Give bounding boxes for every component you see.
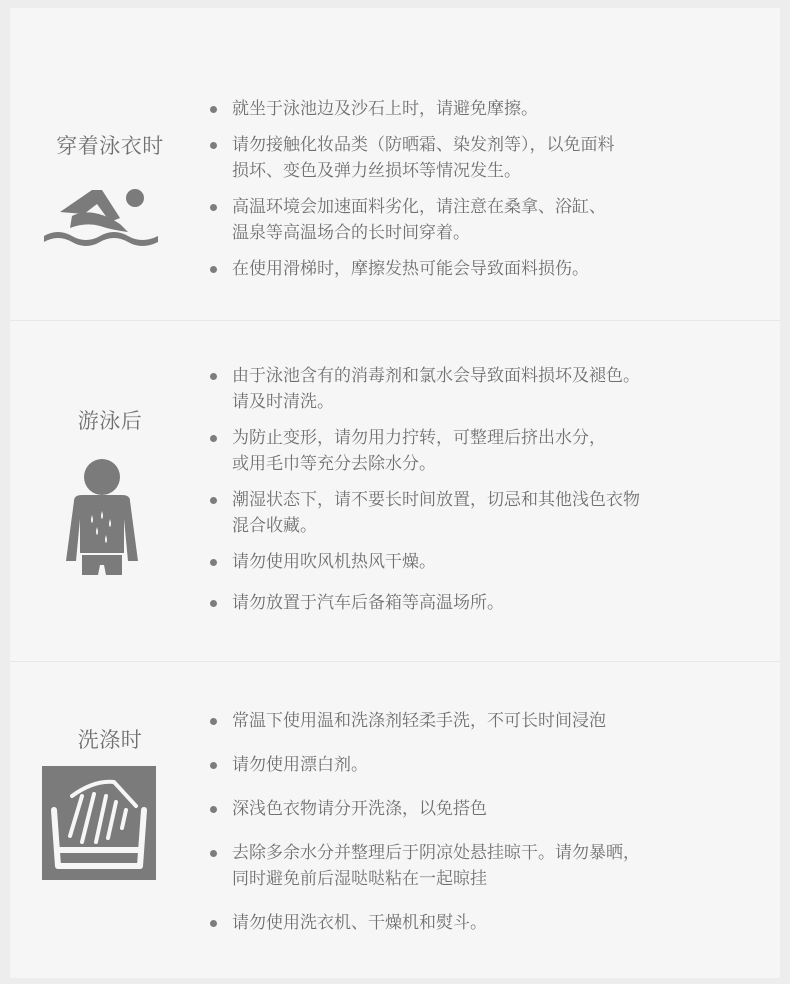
list-item-text: 去除多余水分并整理后于阴凉处悬挂晾干。请勿暴晒， <box>232 843 640 863</box>
list-item-text: 常温下使用温和洗涤剂轻柔手洗，不可长时间浸泡 <box>232 711 606 731</box>
list-item <box>210 256 770 282</box>
list-item-text: 请勿使用吹风机热风干燥。 <box>232 552 436 572</box>
list-item <box>210 708 770 734</box>
list-item <box>210 132 770 184</box>
list-item-text: 请及时清洗。 <box>232 392 334 412</box>
list-item-text: 请勿接触化妆品类（防晒霜、染发剂等），以免面料 <box>232 135 615 155</box>
section-washing <box>10 662 780 978</box>
list-item <box>210 194 770 246</box>
list-item <box>210 487 770 539</box>
list-item-text: 深浅色衣物请分开洗涤，以免搭色 <box>232 799 487 819</box>
list-item-text: 混合收藏。 <box>232 516 317 536</box>
list-item <box>210 96 770 122</box>
section-title-washing: 洗涤时 <box>77 728 143 752</box>
list-item-text: 或用毛巾等充分去除水分。 <box>232 454 436 474</box>
list-item-text: 同时避免前后湿哒哒粘在一起晾挂 <box>232 869 487 889</box>
list-item-text: 在使用滑梯时，摩擦发热可能会导致面料损伤。 <box>232 259 589 279</box>
after-swimming-list <box>210 363 770 616</box>
swimmer-icon <box>42 186 160 250</box>
list-item-text: 请勿放置于汽车后备箱等高温场所。 <box>232 593 504 613</box>
section-title-wearing: 穿着泳衣时 <box>56 134 164 158</box>
list-item-text: 就坐于泳池边及沙石上时，请避免摩擦。 <box>232 99 538 119</box>
hand-wash-icon <box>42 766 156 880</box>
list-item <box>210 590 770 616</box>
list-item <box>210 425 770 477</box>
list-item-text: 为防止变形，请勿用力拧转，可整理后挤出水分， <box>232 428 606 448</box>
list-item <box>210 363 770 415</box>
list-item-text: 请勿使用洗衣机、干燥机和熨斗。 <box>232 913 487 933</box>
section-title-after-swimming: 游泳后 <box>77 409 143 433</box>
care-instructions-page <box>10 8 780 978</box>
washing-list <box>210 708 770 936</box>
list-item-text: 由于泳池含有的消毒剂和氯水会导致面料损坏及褪色。 <box>232 366 640 386</box>
list-item-text: 潮湿状态下，请不要长时间放置，切忌和其他浅色衣物 <box>232 490 640 510</box>
list-item <box>210 840 770 892</box>
list-item-text: 温泉等高温场合的长时间穿着。 <box>232 223 470 243</box>
list-item <box>210 549 770 575</box>
list-item <box>210 910 770 936</box>
wearing-list <box>210 96 770 282</box>
section-wearing <box>10 8 780 320</box>
wet-person-icon <box>64 457 140 577</box>
list-item <box>210 752 770 778</box>
list-item-text: 损坏、变色及弹力丝损坏等情况发生。 <box>232 161 521 181</box>
section-after-swimming <box>10 321 780 661</box>
list-item <box>210 796 770 822</box>
list-item-text: 高温环境会加速面料劣化，请注意在桑拿、浴缸、 <box>232 197 606 217</box>
list-item-text: 请勿使用漂白剂。 <box>232 755 368 775</box>
